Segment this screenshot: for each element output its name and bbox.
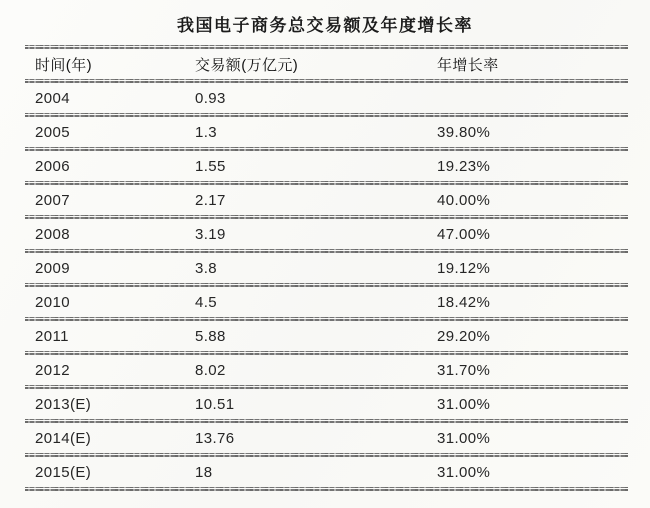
row-divider	[25, 249, 628, 253]
cell-year: 2015(E)	[35, 463, 92, 481]
cell-growth: 31.00%	[437, 429, 491, 447]
header-divider	[25, 79, 628, 83]
cell-volume: 2.17	[195, 191, 226, 209]
cell-year: 2006	[35, 157, 70, 175]
column-header-growth: 年增长率	[437, 56, 499, 74]
cell-volume: 0.93	[195, 89, 226, 107]
row-divider	[25, 215, 628, 219]
cell-year: 2014(E)	[35, 429, 92, 447]
column-header-year: 时间(年)	[35, 56, 92, 74]
cell-volume: 1.55	[195, 157, 226, 175]
cell-growth: 40.00%	[437, 191, 491, 209]
table-top-border	[25, 45, 628, 49]
cell-growth: 31.00%	[437, 463, 491, 481]
table-header-row	[25, 49, 628, 79]
table-row	[25, 83, 628, 113]
cell-volume: 5.88	[195, 327, 226, 345]
table-row	[25, 355, 628, 385]
cell-growth: 18.42%	[437, 293, 491, 311]
table-row	[25, 219, 628, 249]
cell-volume: 3.8	[195, 259, 218, 277]
table-title: 我国电子商务总交易额及年度增长率	[177, 16, 473, 35]
cell-year: 2004	[35, 89, 70, 107]
table-row	[25, 185, 628, 215]
cell-year: 2013(E)	[35, 395, 92, 413]
row-divider	[25, 181, 628, 185]
cell-volume: 4.5	[195, 293, 218, 311]
data-table	[25, 45, 628, 491]
cell-growth: 47.00%	[437, 225, 491, 243]
table-row	[25, 321, 628, 351]
cell-year: 2005	[35, 123, 70, 141]
table-row	[25, 389, 628, 419]
cell-growth: 19.12%	[437, 259, 491, 277]
cell-growth: 39.80%	[437, 123, 491, 141]
cell-volume: 18	[195, 463, 213, 481]
cell-year: 2011	[35, 327, 69, 345]
column-header-volume: 交易额(万亿元)	[195, 56, 299, 74]
row-divider	[25, 453, 628, 457]
row-divider	[25, 317, 628, 321]
table-row	[25, 117, 628, 147]
row-divider	[25, 113, 628, 117]
cell-volume: 13.76	[195, 429, 235, 447]
cell-year: 2012	[35, 361, 70, 379]
row-divider	[25, 385, 628, 389]
cell-year: 2009	[35, 259, 70, 277]
table-row	[25, 253, 628, 283]
table-body	[25, 83, 628, 491]
cell-volume: 10.51	[195, 395, 235, 413]
cell-growth: 29.20%	[437, 327, 491, 345]
cell-volume: 3.19	[195, 225, 226, 243]
row-divider	[25, 147, 628, 151]
cell-year: 2008	[35, 225, 70, 243]
cell-volume: 1.3	[195, 123, 218, 141]
row-divider	[25, 283, 628, 287]
cell-growth: 31.70%	[437, 361, 491, 379]
row-divider	[25, 487, 628, 491]
cell-growth: 19.23%	[437, 157, 491, 175]
table-row	[25, 423, 628, 453]
table-row	[25, 287, 628, 317]
cell-volume: 8.02	[195, 361, 226, 379]
cell-growth: 31.00%	[437, 395, 491, 413]
table-row	[25, 457, 628, 487]
cell-year: 2010	[35, 293, 70, 311]
row-divider	[25, 419, 628, 423]
row-divider	[25, 351, 628, 355]
table-row	[25, 151, 628, 181]
cell-year: 2007	[35, 191, 70, 209]
